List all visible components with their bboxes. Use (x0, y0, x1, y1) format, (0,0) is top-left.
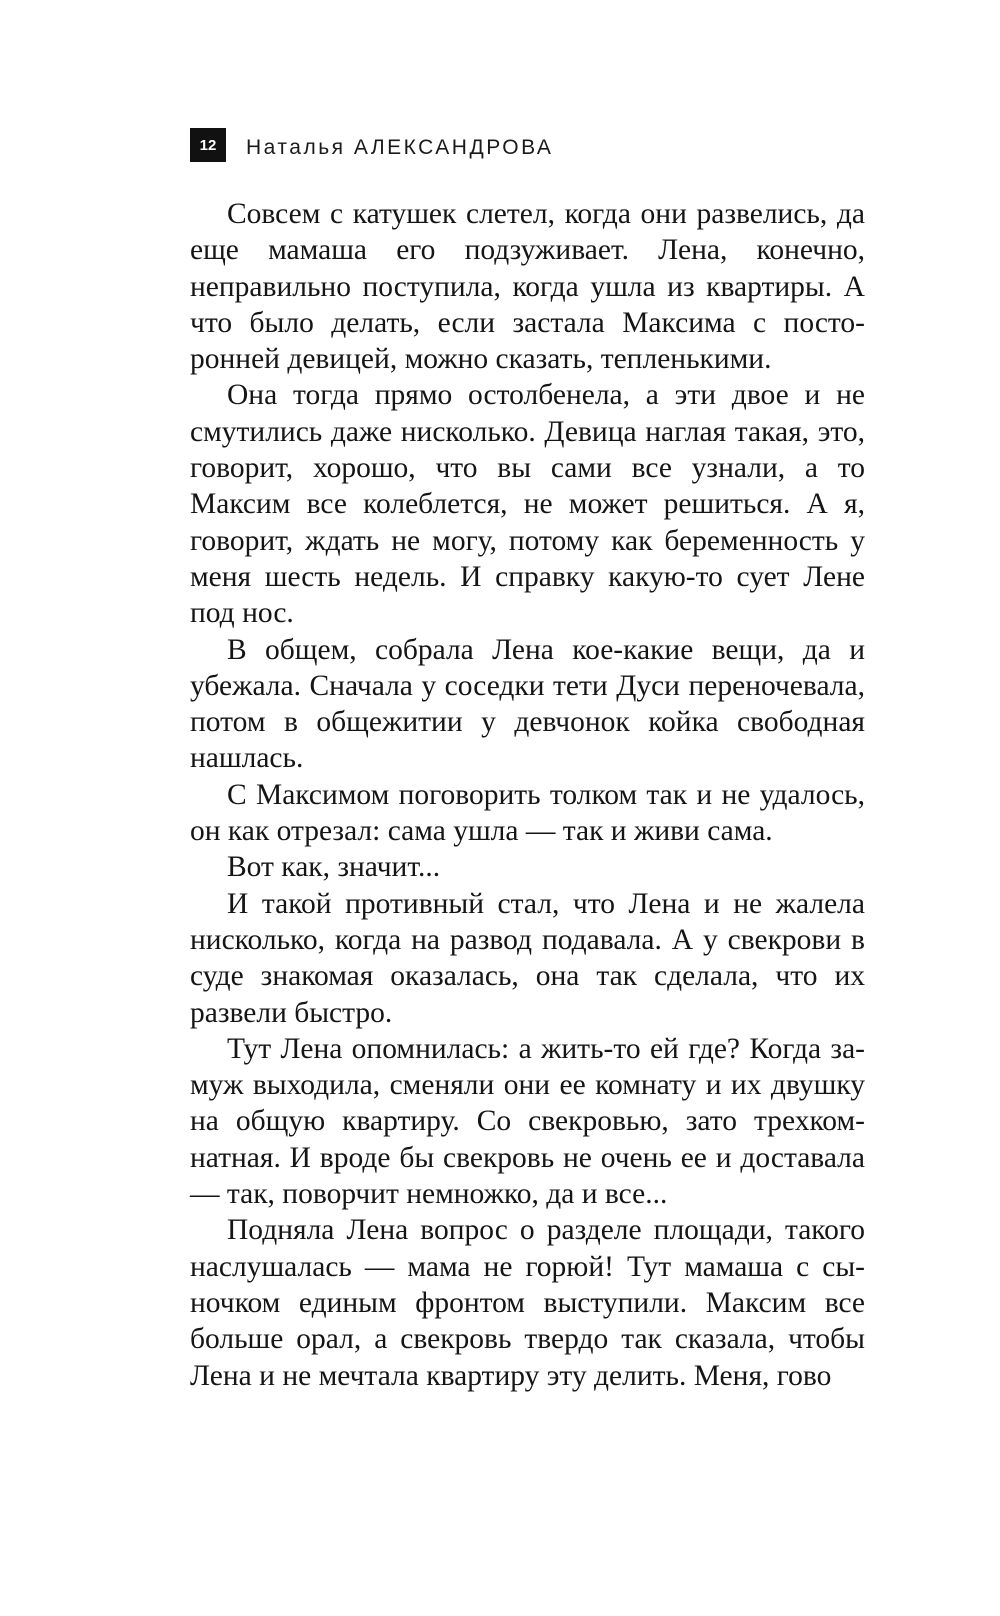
body-text (190, 196, 865, 1394)
paragraph: Подняла Лена вопрос о разделе площади, такого наслушалась — мама не горюй! Тут мамаша с сыночком единым фронтом выступили. Максим все больше орал, а свекровь твердо так сказала, чтобы Лена и не мечтала квартиру эту делить. Меня, гово (190, 1214, 865, 1392)
running-header (190, 128, 553, 162)
author-name: Наталья АЛЕКСАНДРОВА (246, 136, 554, 159)
paragraph: Вот как, значит... (227, 851, 441, 884)
page-number: 12 (190, 128, 226, 162)
paragraph: В общем, собрала Лена кое-какие вещи, да и убежала. Сначала у соседки тети Дуси переночевала, потом в общежитии у девчонок койка свободная нашлась. (190, 633, 865, 775)
paragraph: Тут Лена опомнилась: а жить-то ей где? Когда замуж выходила, сменяли они ее комнату и их двушку на общую квартиру. Со свекровью, зато трехкомнатная. И вроде бы свекровь не очень ее и доставала — так, поворчит немножко, да и все... (190, 1032, 865, 1211)
paragraph: С Максимом поговорить толком так и не удалось, он как отрезал: сама ушла — так и живи сама. (190, 778, 865, 848)
paragraph: Она тогда прямо остолбенела, а эти двое и не смутились даже нисколько. Девица наглая такая, это, говорит, хорошо, что вы сами все узнали, а то Максим все колеблется, не может решиться. А я, говорит, ждать не могу, потому как беременность у меня шесть недель. И справку какую-то сует Лене под нос. (190, 379, 865, 630)
paragraph: Совсем с катушек слетел, когда они развелись, да еще мамаша его подзуживает. Лена, конечно, неправильно поступила, когда ушла из квартиры. А что было делать, если застала Максима с посторонней девицей, можно сказать, тепленькими. (190, 198, 865, 376)
paragraph: И такой противный стал, что Лена и не жалела нисколько, когда на развод подавала. А у свекрови в суде знакомая оказалась, она так сделала, что их развели быстро. (190, 887, 865, 1029)
